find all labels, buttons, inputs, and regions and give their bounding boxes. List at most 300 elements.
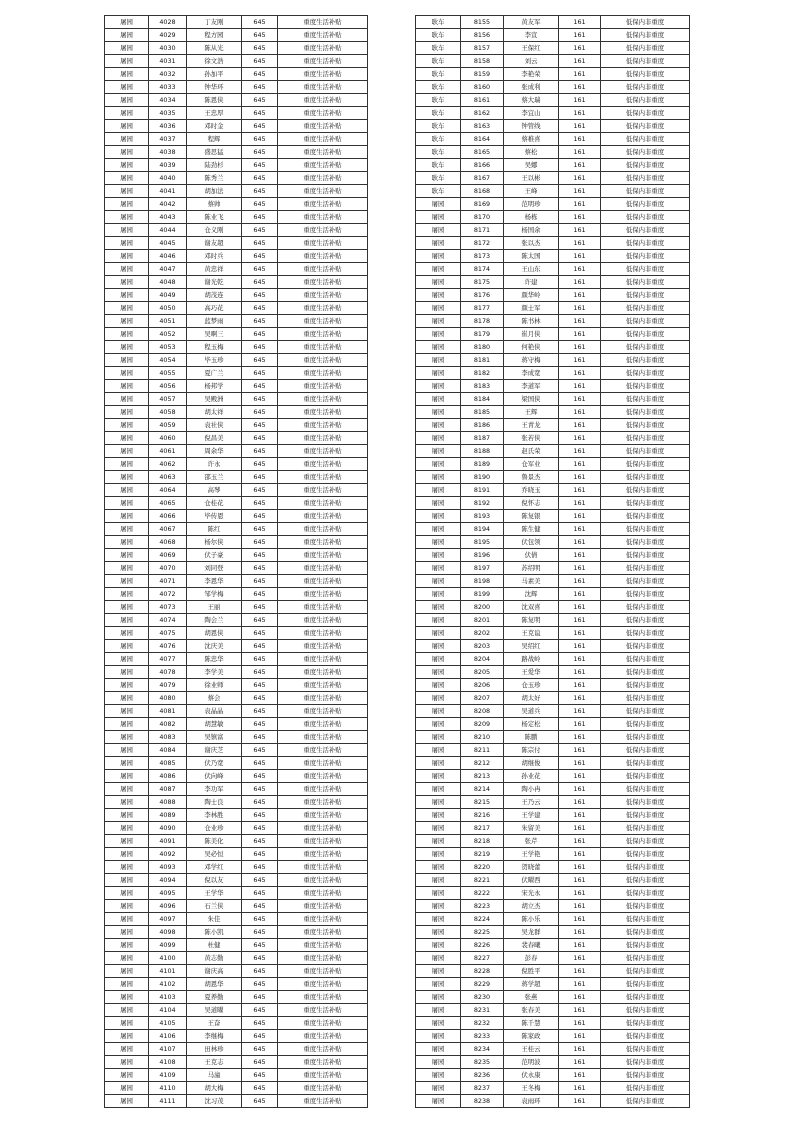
township-cell: 屠园 bbox=[416, 1004, 461, 1017]
township-cell: 屠园 bbox=[105, 380, 149, 393]
amount-cell: 161 bbox=[559, 107, 601, 120]
township-cell: 屠园 bbox=[105, 809, 149, 822]
township-cell: 屠园 bbox=[105, 224, 149, 237]
township-cell: 屠园 bbox=[105, 692, 149, 705]
subsidy-type-cell: 低保内非重度 bbox=[601, 861, 690, 874]
serial-number-cell: 4069 bbox=[149, 549, 187, 562]
amount-cell: 161 bbox=[559, 965, 601, 978]
serial-number-cell: 8176 bbox=[461, 289, 504, 302]
amount-cell: 645 bbox=[242, 952, 278, 965]
serial-number-cell: 8216 bbox=[461, 809, 504, 822]
township-cell: 屠园 bbox=[105, 900, 149, 913]
serial-number-cell: 4109 bbox=[149, 1069, 187, 1082]
name-cell: 谢光乾 bbox=[187, 276, 242, 289]
subsidy-type-cell: 重度生活补贴 bbox=[278, 796, 368, 809]
name-cell: 高巧花 bbox=[187, 302, 242, 315]
township-cell: 屠园 bbox=[105, 926, 149, 939]
serial-number-cell: 8166 bbox=[461, 159, 504, 172]
name-cell: 蔡稚喜 bbox=[504, 133, 559, 146]
serial-number-cell: 4065 bbox=[149, 497, 187, 510]
name-cell: 袁晶晶 bbox=[187, 705, 242, 718]
township-cell: 屠园 bbox=[105, 289, 149, 302]
subsidy-type-cell: 重度生活补贴 bbox=[278, 419, 368, 432]
table-row bbox=[105, 380, 368, 393]
subsidy-type-cell: 重度生活补贴 bbox=[278, 185, 368, 198]
subsidy-type-cell: 重度生活补贴 bbox=[278, 224, 368, 237]
table-row bbox=[105, 744, 368, 757]
name-cell: 李继梅 bbox=[187, 1030, 242, 1043]
table-row bbox=[105, 42, 368, 55]
serial-number-cell: 8158 bbox=[461, 55, 504, 68]
table-row bbox=[416, 1030, 690, 1043]
serial-number-cell: 4089 bbox=[149, 809, 187, 822]
township-cell: 屠园 bbox=[105, 81, 149, 94]
amount-cell: 161 bbox=[559, 575, 601, 588]
serial-number-cell: 8157 bbox=[461, 42, 504, 55]
serial-number-cell: 4071 bbox=[149, 575, 187, 588]
serial-number-cell: 4057 bbox=[149, 393, 187, 406]
name-cell: 李恩华 bbox=[187, 575, 242, 588]
subsidy-type-cell: 低保内非重度 bbox=[601, 939, 690, 952]
table-row bbox=[416, 445, 690, 458]
serial-number-cell: 4081 bbox=[149, 705, 187, 718]
table-row bbox=[105, 471, 368, 484]
amount-cell: 645 bbox=[242, 406, 278, 419]
amount-cell: 645 bbox=[242, 68, 278, 81]
table-row bbox=[416, 302, 690, 315]
name-cell: 毕玉珍 bbox=[187, 354, 242, 367]
subsidy-type-cell: 低保内非重度 bbox=[601, 679, 690, 692]
amount-cell: 645 bbox=[242, 731, 278, 744]
amount-cell: 645 bbox=[242, 1056, 278, 1069]
serial-number-cell: 4091 bbox=[149, 835, 187, 848]
table-row bbox=[416, 107, 690, 120]
name-cell: 盛思猛 bbox=[187, 146, 242, 159]
township-cell: 屠园 bbox=[105, 68, 149, 81]
name-cell: 田林珍 bbox=[187, 1043, 242, 1056]
name-cell: 陈家政 bbox=[504, 1030, 559, 1043]
table-row bbox=[105, 900, 368, 913]
name-cell: 陈生健 bbox=[504, 523, 559, 536]
table-row bbox=[105, 120, 368, 133]
subsidy-type-cell: 低保内非重度 bbox=[601, 484, 690, 497]
serial-number-cell: 4075 bbox=[149, 627, 187, 640]
amount-cell: 161 bbox=[559, 666, 601, 679]
name-cell: 杜健 bbox=[187, 939, 242, 952]
table-row bbox=[105, 393, 368, 406]
amount-cell: 645 bbox=[242, 29, 278, 42]
amount-cell: 161 bbox=[559, 29, 601, 42]
township-cell: 屠园 bbox=[416, 978, 461, 991]
table-row bbox=[105, 1017, 368, 1030]
name-cell: 胡恩华 bbox=[187, 978, 242, 991]
serial-number-cell: 8235 bbox=[461, 1056, 504, 1069]
amount-cell: 645 bbox=[242, 445, 278, 458]
name-cell: 胡慧敏 bbox=[187, 718, 242, 731]
amount-cell: 645 bbox=[242, 16, 278, 29]
serial-number-cell: 4098 bbox=[149, 926, 187, 939]
table-row bbox=[105, 16, 368, 29]
township-cell: 屠园 bbox=[105, 562, 149, 575]
table-row bbox=[105, 835, 368, 848]
serial-number-cell: 4035 bbox=[149, 107, 187, 120]
table-row bbox=[105, 887, 368, 900]
name-cell: 张燕 bbox=[504, 991, 559, 1004]
serial-number-cell: 8226 bbox=[461, 939, 504, 952]
amount-cell: 161 bbox=[559, 328, 601, 341]
township-cell: 屠园 bbox=[416, 848, 461, 861]
table-row bbox=[105, 796, 368, 809]
subsidy-type-cell: 低保内非重度 bbox=[601, 133, 690, 146]
table-row bbox=[105, 68, 368, 81]
subsidy-type-cell: 低保内非重度 bbox=[601, 900, 690, 913]
table-row bbox=[105, 497, 368, 510]
name-cell: 陈宗付 bbox=[504, 744, 559, 757]
table-row bbox=[105, 1056, 368, 1069]
amount-cell: 645 bbox=[242, 848, 278, 861]
township-cell: 耿车 bbox=[416, 146, 461, 159]
township-cell: 屠园 bbox=[416, 237, 461, 250]
name-cell: 张成利 bbox=[504, 81, 559, 94]
township-cell: 屠园 bbox=[416, 523, 461, 536]
serial-number-cell: 8188 bbox=[461, 445, 504, 458]
serial-number-cell: 4077 bbox=[149, 653, 187, 666]
table-row bbox=[105, 1069, 368, 1082]
table-row bbox=[105, 965, 368, 978]
amount-cell: 645 bbox=[242, 614, 278, 627]
amount-cell: 645 bbox=[242, 1043, 278, 1056]
name-cell: 路战岭 bbox=[504, 653, 559, 666]
subsidy-type-cell: 低保内非重度 bbox=[601, 1043, 690, 1056]
name-cell: 谢友超 bbox=[187, 237, 242, 250]
subsidy-type-cell: 低保内非重度 bbox=[601, 887, 690, 900]
table-row bbox=[105, 198, 368, 211]
amount-cell: 645 bbox=[242, 536, 278, 549]
serial-number-cell: 8177 bbox=[461, 302, 504, 315]
amount-cell: 161 bbox=[559, 861, 601, 874]
subsidy-type-cell: 低保内非重度 bbox=[601, 29, 690, 42]
township-cell: 屠园 bbox=[105, 263, 149, 276]
subsidy-type-cell: 低保内非重度 bbox=[601, 406, 690, 419]
serial-number-cell: 8173 bbox=[461, 250, 504, 263]
name-cell: 陈业飞 bbox=[187, 211, 242, 224]
name-cell: 毕传恩 bbox=[187, 510, 242, 523]
serial-number-cell: 8212 bbox=[461, 757, 504, 770]
township-cell: 屠园 bbox=[105, 1030, 149, 1043]
amount-cell: 645 bbox=[242, 783, 278, 796]
township-cell: 屠园 bbox=[105, 653, 149, 666]
table-row bbox=[416, 289, 690, 302]
subsidy-type-cell: 低保内非重度 bbox=[601, 822, 690, 835]
township-cell: 屠园 bbox=[105, 484, 149, 497]
subsidy-type-cell: 低保内非重度 bbox=[601, 614, 690, 627]
township-cell: 屠园 bbox=[416, 614, 461, 627]
subsidy-type-cell: 重度生活补贴 bbox=[278, 978, 368, 991]
name-cell: 孙加平 bbox=[187, 68, 242, 81]
amount-cell: 161 bbox=[559, 497, 601, 510]
serial-number-cell: 4051 bbox=[149, 315, 187, 328]
subsidy-type-cell: 重度生活补贴 bbox=[278, 874, 368, 887]
table-row bbox=[416, 380, 690, 393]
township-cell: 屠园 bbox=[105, 146, 149, 159]
subsidy-type-cell: 低保内非重度 bbox=[601, 874, 690, 887]
name-cell: 夏广兰 bbox=[187, 367, 242, 380]
subsidy-type-cell: 重度生活补贴 bbox=[278, 237, 368, 250]
subsidy-type-cell: 低保内非重度 bbox=[601, 601, 690, 614]
name-cell: 杨栋 bbox=[504, 211, 559, 224]
table-row bbox=[416, 1043, 690, 1056]
table-row bbox=[105, 666, 368, 679]
subsidy-type-cell: 低保内非重度 bbox=[601, 965, 690, 978]
township-cell: 耿车 bbox=[416, 172, 461, 185]
subsidy-type-cell: 重度生活补贴 bbox=[278, 900, 368, 913]
name-cell: 王峰 bbox=[504, 185, 559, 198]
amount-cell: 161 bbox=[559, 94, 601, 107]
amount-cell: 161 bbox=[559, 549, 601, 562]
subsidy-type-cell: 重度生活补贴 bbox=[278, 341, 368, 354]
township-cell: 屠园 bbox=[105, 744, 149, 757]
subsidy-type-cell: 重度生活补贴 bbox=[278, 783, 368, 796]
subsidy-type-cell: 低保内非重度 bbox=[601, 55, 690, 68]
serial-number-cell: 8225 bbox=[461, 926, 504, 939]
township-cell: 屠园 bbox=[105, 627, 149, 640]
township-cell: 耿车 bbox=[416, 29, 461, 42]
table-row bbox=[105, 848, 368, 861]
table-row bbox=[416, 952, 690, 965]
township-cell: 屠园 bbox=[105, 432, 149, 445]
serial-number-cell: 8196 bbox=[461, 549, 504, 562]
serial-number-cell: 8189 bbox=[461, 458, 504, 471]
serial-number-cell: 4072 bbox=[149, 588, 187, 601]
table-row bbox=[416, 757, 690, 770]
township-cell: 屠园 bbox=[416, 549, 461, 562]
amount-cell: 645 bbox=[242, 237, 278, 250]
table-row bbox=[105, 822, 368, 835]
amount-cell: 645 bbox=[242, 94, 278, 107]
serial-number-cell: 4031 bbox=[149, 55, 187, 68]
subsidy-type-cell: 重度生活补贴 bbox=[278, 757, 368, 770]
subsidy-type-cell: 低保内非重度 bbox=[601, 42, 690, 55]
subsidy-type-cell: 低保内非重度 bbox=[601, 107, 690, 120]
amount-cell: 645 bbox=[242, 978, 278, 991]
township-cell: 屠园 bbox=[105, 42, 149, 55]
subsidy-type-cell: 低保内非重度 bbox=[601, 640, 690, 653]
page-footer-mark: … bbox=[670, 1103, 676, 1110]
township-cell: 耿车 bbox=[416, 16, 461, 29]
township-cell: 屠园 bbox=[105, 55, 149, 68]
amount-cell: 161 bbox=[559, 1095, 601, 1108]
table-row bbox=[416, 926, 690, 939]
amount-cell: 645 bbox=[242, 211, 278, 224]
name-cell: 胡太祥 bbox=[187, 406, 242, 419]
amount-cell: 161 bbox=[559, 653, 601, 666]
name-cell: 黄忠祥 bbox=[187, 263, 242, 276]
name-cell: 袁雨环 bbox=[504, 1095, 559, 1108]
amount-cell: 645 bbox=[242, 809, 278, 822]
name-cell: 王克志 bbox=[187, 1056, 242, 1069]
table-row bbox=[105, 263, 368, 276]
amount-cell: 645 bbox=[242, 341, 278, 354]
subsidy-type-cell: 低保内非重度 bbox=[601, 744, 690, 757]
township-cell: 耿车 bbox=[416, 120, 461, 133]
table-row bbox=[105, 146, 368, 159]
name-cell: 范明珍 bbox=[504, 198, 559, 211]
amount-cell: 645 bbox=[242, 42, 278, 55]
township-cell: 屠园 bbox=[105, 536, 149, 549]
subsidy-type-cell: 低保内非重度 bbox=[601, 731, 690, 744]
subsidy-type-cell: 重度生活补贴 bbox=[278, 835, 368, 848]
amount-cell: 645 bbox=[242, 393, 278, 406]
amount-cell: 161 bbox=[559, 354, 601, 367]
right-table-body bbox=[416, 16, 690, 1108]
name-cell: 倪怀志 bbox=[504, 497, 559, 510]
amount-cell: 645 bbox=[242, 458, 278, 471]
serial-number-cell: 8229 bbox=[461, 978, 504, 991]
table-row bbox=[416, 848, 690, 861]
table-row bbox=[416, 627, 690, 640]
name-cell: 陶士良 bbox=[187, 796, 242, 809]
table-row bbox=[105, 978, 368, 991]
subsidy-type-cell: 重度生活补贴 bbox=[278, 523, 368, 536]
name-cell: 伏子豪 bbox=[187, 549, 242, 562]
table-row bbox=[105, 211, 368, 224]
table-row bbox=[416, 783, 690, 796]
serial-number-cell: 4110 bbox=[149, 1082, 187, 1095]
subsidy-type-cell: 低保内非重度 bbox=[601, 68, 690, 81]
subsidy-type-cell: 重度生活补贴 bbox=[278, 445, 368, 458]
amount-cell: 161 bbox=[559, 692, 601, 705]
amount-cell: 161 bbox=[559, 614, 601, 627]
name-cell: 李宣 bbox=[504, 29, 559, 42]
table-row bbox=[416, 211, 690, 224]
name-cell: 王丽 bbox=[187, 601, 242, 614]
township-cell: 屠园 bbox=[105, 887, 149, 900]
name-cell: 马潼 bbox=[187, 1069, 242, 1082]
serial-number-cell: 8162 bbox=[461, 107, 504, 120]
township-cell: 屠园 bbox=[105, 107, 149, 120]
name-cell: 吴啊三 bbox=[187, 328, 242, 341]
amount-cell: 161 bbox=[559, 1004, 601, 1017]
table-row bbox=[105, 692, 368, 705]
subsidy-type-cell: 低保内非重度 bbox=[601, 198, 690, 211]
left-table-body bbox=[105, 16, 368, 1108]
name-cell: 陈红 bbox=[187, 523, 242, 536]
table-row bbox=[416, 718, 690, 731]
subsidy-type-cell: 重度生活补贴 bbox=[278, 458, 368, 471]
subsidy-type-cell: 重度生活补贴 bbox=[278, 120, 368, 133]
serial-number-cell: 4101 bbox=[149, 965, 187, 978]
subsidy-type-cell: 低保内非重度 bbox=[601, 380, 690, 393]
amount-cell: 645 bbox=[242, 861, 278, 874]
township-cell: 屠园 bbox=[105, 939, 149, 952]
name-cell: 李学美 bbox=[187, 666, 242, 679]
township-cell: 屠园 bbox=[105, 1043, 149, 1056]
table-row bbox=[416, 146, 690, 159]
township-cell: 屠园 bbox=[416, 575, 461, 588]
subsidy-type-cell: 重度生活补贴 bbox=[278, 1030, 368, 1043]
table-row bbox=[105, 1095, 368, 1108]
table-row bbox=[105, 757, 368, 770]
amount-cell: 161 bbox=[559, 679, 601, 692]
township-cell: 屠园 bbox=[416, 510, 461, 523]
township-cell: 屠园 bbox=[416, 835, 461, 848]
subsidy-type-cell: 低保内非重度 bbox=[601, 536, 690, 549]
township-cell: 屠园 bbox=[416, 588, 461, 601]
township-cell: 屠园 bbox=[416, 484, 461, 497]
serial-number-cell: 4105 bbox=[149, 1017, 187, 1030]
table-row bbox=[105, 952, 368, 965]
subsidy-type-cell: 低保内非重度 bbox=[601, 341, 690, 354]
subsidy-type-cell: 低保内非重度 bbox=[601, 783, 690, 796]
township-cell: 屠园 bbox=[416, 302, 461, 315]
amount-cell: 161 bbox=[559, 393, 601, 406]
serial-number-cell: 8230 bbox=[461, 991, 504, 1004]
township-cell: 屠园 bbox=[105, 588, 149, 601]
table-row bbox=[416, 913, 690, 926]
table-row bbox=[416, 224, 690, 237]
name-cell: 黄友军 bbox=[504, 16, 559, 29]
name-cell: 伏永康 bbox=[504, 1069, 559, 1082]
township-cell: 屠园 bbox=[416, 250, 461, 263]
subsidy-type-cell: 重度生活补贴 bbox=[278, 705, 368, 718]
table-row bbox=[105, 328, 368, 341]
serial-number-cell: 4053 bbox=[149, 341, 187, 354]
name-cell: 伏乃宽 bbox=[187, 757, 242, 770]
subsidy-type-cell: 低保内非重度 bbox=[601, 692, 690, 705]
subsidy-type-cell: 重度生活补贴 bbox=[278, 380, 368, 393]
name-cell: 胡大梅 bbox=[187, 1082, 242, 1095]
subsidy-type-cell: 重度生活补贴 bbox=[278, 94, 368, 107]
amount-cell: 161 bbox=[559, 315, 601, 328]
township-cell: 屠园 bbox=[105, 770, 149, 783]
serial-number-cell: 4059 bbox=[149, 419, 187, 432]
name-cell: 胡太好 bbox=[504, 692, 559, 705]
township-cell: 屠园 bbox=[105, 796, 149, 809]
table-row bbox=[416, 29, 690, 42]
name-cell: 王保红 bbox=[504, 42, 559, 55]
township-cell: 屠园 bbox=[105, 1095, 149, 1108]
serial-number-cell: 8198 bbox=[461, 575, 504, 588]
township-cell: 屠园 bbox=[105, 913, 149, 926]
table-row bbox=[105, 809, 368, 822]
table-row bbox=[105, 367, 368, 380]
serial-number-cell: 4042 bbox=[149, 198, 187, 211]
serial-number-cell: 4073 bbox=[149, 601, 187, 614]
subsidy-type-cell: 重度生活补贴 bbox=[278, 744, 368, 757]
township-cell: 屠园 bbox=[105, 731, 149, 744]
table-row bbox=[105, 549, 368, 562]
serial-number-cell: 4108 bbox=[149, 1056, 187, 1069]
subsidy-type-cell: 低保内非重度 bbox=[601, 653, 690, 666]
amount-cell: 645 bbox=[242, 874, 278, 887]
subsidy-type-cell: 低保内非重度 bbox=[601, 159, 690, 172]
name-cell: 倪以友 bbox=[187, 874, 242, 887]
table-row bbox=[416, 1095, 690, 1108]
table-row bbox=[105, 562, 368, 575]
serial-number-cell: 8227 bbox=[461, 952, 504, 965]
name-cell: 宋光永 bbox=[504, 887, 559, 900]
table-row bbox=[416, 874, 690, 887]
table-row bbox=[416, 484, 690, 497]
name-cell: 谢庆高 bbox=[187, 965, 242, 978]
serial-number-cell: 8172 bbox=[461, 237, 504, 250]
serial-number-cell: 8217 bbox=[461, 822, 504, 835]
serial-number-cell: 8194 bbox=[461, 523, 504, 536]
serial-number-cell: 4104 bbox=[149, 1004, 187, 1017]
table-row bbox=[105, 1043, 368, 1056]
subsidy-type-cell: 低保内非重度 bbox=[601, 354, 690, 367]
subsidy-type-cell: 重度生活补贴 bbox=[278, 653, 368, 666]
